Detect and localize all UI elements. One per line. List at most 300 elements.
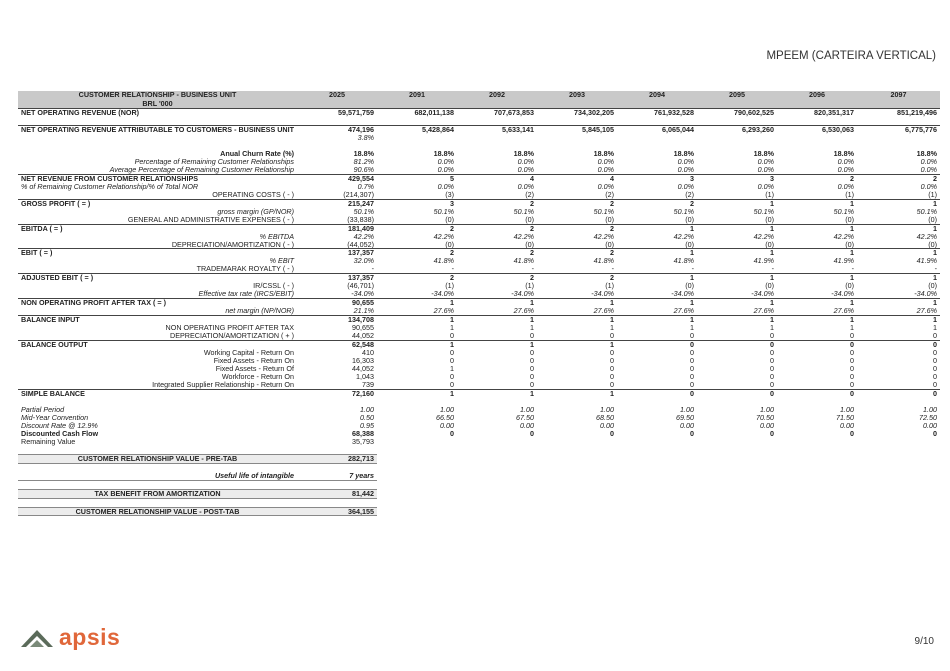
row-value bbox=[537, 446, 617, 454]
row-value: 0.0% bbox=[677, 165, 695, 174]
row-value: 0.0% bbox=[920, 165, 938, 174]
row-value: (0) bbox=[765, 240, 775, 249]
row-value: 50.1% bbox=[593, 207, 615, 216]
row-value: 134,708 bbox=[297, 316, 377, 324]
row-value bbox=[697, 398, 777, 406]
row-value: 0 bbox=[450, 429, 455, 438]
row-value bbox=[617, 117, 697, 125]
row-value: -34.0% bbox=[751, 290, 775, 299]
row-value bbox=[537, 438, 617, 446]
row-value: 1.00 bbox=[840, 405, 855, 414]
row-value: 18.8% bbox=[673, 149, 695, 158]
row-value: 71.50 bbox=[836, 413, 855, 422]
row-label bbox=[18, 398, 297, 406]
row-value: 0 bbox=[530, 429, 535, 438]
row-value bbox=[857, 438, 940, 446]
row-value: 72,160 bbox=[297, 389, 377, 397]
row-value: 181,409 bbox=[297, 224, 377, 232]
row-value: 68.50 bbox=[596, 413, 615, 422]
row-value: - bbox=[934, 265, 938, 274]
row-value: (0) bbox=[445, 215, 455, 224]
row-value: 41.8% bbox=[433, 257, 455, 266]
row-value bbox=[537, 142, 617, 150]
apsis-logo bbox=[20, 624, 120, 651]
row-value: 3 bbox=[377, 199, 457, 207]
row-value bbox=[377, 454, 457, 463]
table-body bbox=[18, 91, 940, 516]
table-row bbox=[18, 406, 940, 414]
row-value bbox=[617, 446, 697, 454]
row-value bbox=[697, 463, 777, 471]
row-value: 42.2% bbox=[593, 232, 615, 241]
row-value: (46,701) bbox=[347, 282, 375, 291]
row-value: 0 bbox=[933, 332, 938, 341]
row-value bbox=[457, 142, 537, 150]
row-value: (0) bbox=[928, 215, 938, 224]
row-value bbox=[857, 134, 940, 142]
row-value bbox=[857, 446, 940, 454]
row-value: 0 bbox=[770, 332, 775, 341]
row-value: 410 bbox=[362, 349, 375, 358]
row-label: TAX BENEFIT FROM AMORTIZATION bbox=[18, 489, 297, 498]
row-value: 1,043 bbox=[356, 373, 375, 381]
table-row bbox=[18, 299, 940, 307]
row-value: 5,633,141 bbox=[457, 125, 537, 133]
row-value: 27.6% bbox=[833, 307, 855, 316]
row-value: 0.95 bbox=[360, 421, 375, 430]
year-header: 2095 bbox=[697, 91, 777, 109]
row-value bbox=[857, 472, 940, 480]
table-row bbox=[18, 316, 940, 324]
row-value: (44,052) bbox=[347, 240, 375, 249]
row-value: 0 bbox=[777, 389, 857, 397]
row-value: 0 bbox=[450, 357, 455, 366]
table-row bbox=[18, 134, 940, 142]
row-value: 44,052 bbox=[352, 365, 375, 373]
row-value: - bbox=[851, 265, 855, 274]
row-value bbox=[857, 489, 940, 498]
row-value bbox=[617, 398, 697, 406]
row-value bbox=[297, 480, 377, 489]
row-value bbox=[377, 446, 457, 454]
table-row bbox=[18, 290, 940, 298]
row-value: 0 bbox=[610, 429, 615, 438]
row-value: 5 bbox=[377, 174, 457, 182]
row-value: 0 bbox=[690, 332, 695, 341]
row-value: 18.8% bbox=[753, 149, 775, 158]
row-value: 0 bbox=[850, 349, 855, 358]
row-value: 81.2% bbox=[353, 157, 375, 166]
row-value: (0) bbox=[685, 282, 695, 291]
row-value: 1 bbox=[457, 316, 537, 324]
header-unit-text: BRL '000 bbox=[142, 98, 173, 108]
row-label bbox=[18, 446, 297, 454]
row-value bbox=[697, 446, 777, 454]
row-value: 2 bbox=[457, 249, 537, 257]
row-value: 0.00 bbox=[440, 421, 455, 430]
table-row bbox=[18, 438, 940, 446]
row-value: 0.7% bbox=[357, 182, 375, 191]
row-value: 27.6% bbox=[513, 307, 535, 316]
row-value bbox=[617, 463, 697, 471]
row-label: net margin (NP/NOR) bbox=[225, 307, 295, 316]
row-value: -34.0% bbox=[831, 290, 855, 299]
row-value: 761,932,528 bbox=[617, 109, 697, 117]
row-value: 90,655 bbox=[352, 324, 375, 333]
row-label: Anual Churn Rate (%) bbox=[220, 149, 295, 158]
table-row bbox=[18, 381, 940, 389]
row-label: GENERAL AND ADMINISTRATIVE EXPENSES ( - ) bbox=[127, 215, 295, 224]
row-value bbox=[617, 438, 697, 446]
row-value: 734,302,205 bbox=[537, 109, 617, 117]
row-value bbox=[697, 438, 777, 446]
row-value: 1 bbox=[777, 299, 857, 307]
table-row bbox=[18, 414, 940, 422]
table-row bbox=[18, 349, 940, 357]
table-row bbox=[18, 454, 940, 463]
row-value bbox=[617, 142, 697, 150]
row-value: (0) bbox=[845, 282, 855, 291]
row-label: DEPRECIATION/AMORTIZATION ( + ) bbox=[170, 332, 295, 341]
row-label: BALANCE INPUT bbox=[18, 316, 297, 324]
row-value: 50.1% bbox=[833, 207, 855, 216]
row-value: 5,845,105 bbox=[537, 125, 617, 133]
row-label bbox=[18, 142, 297, 150]
page-title: MPEEM (CARTEIRA VERTICAL) bbox=[766, 50, 936, 62]
row-value: 2 bbox=[377, 224, 457, 232]
row-label: NON OPERATING PROFIT AFTER TAX ( = ) bbox=[18, 299, 297, 307]
table-row bbox=[18, 183, 940, 191]
row-value: 0.0% bbox=[517, 182, 535, 191]
row-value: (0) bbox=[685, 240, 695, 249]
row-value: 1 bbox=[610, 324, 615, 333]
row-value: 0.0% bbox=[837, 157, 855, 166]
row-value: 0 bbox=[770, 429, 775, 438]
row-label: Remaining Value bbox=[21, 437, 76, 446]
row-value: 1 bbox=[537, 316, 617, 324]
row-value: 2 bbox=[457, 224, 537, 232]
row-value: - bbox=[371, 265, 375, 274]
row-label: NET OPERATING REVENUE (NOR) bbox=[18, 109, 297, 117]
row-value: 0 bbox=[530, 373, 535, 381]
row-value: 2 bbox=[537, 224, 617, 232]
row-value: 42.2% bbox=[353, 232, 375, 241]
row-value: 1 bbox=[777, 316, 857, 324]
row-value: 3 bbox=[697, 174, 777, 182]
row-value: 0 bbox=[610, 380, 615, 389]
table-row bbox=[18, 216, 940, 224]
row-value: 50.1% bbox=[353, 207, 375, 216]
row-label: IR/CSSL ( - ) bbox=[253, 282, 295, 291]
row-label bbox=[18, 480, 297, 489]
row-value: - bbox=[611, 265, 615, 274]
row-value: - bbox=[771, 265, 775, 274]
row-value: 1 bbox=[777, 224, 857, 232]
row-value bbox=[377, 438, 457, 446]
row-value: 16,303 bbox=[352, 357, 375, 366]
row-value: (0) bbox=[845, 215, 855, 224]
row-value: (0) bbox=[605, 215, 615, 224]
row-value: 0 bbox=[450, 349, 455, 358]
row-value: 0 bbox=[933, 357, 938, 366]
row-value bbox=[377, 463, 457, 471]
row-value: 5,428,864 bbox=[377, 125, 457, 133]
row-value: 27.6% bbox=[673, 307, 695, 316]
row-value bbox=[457, 480, 537, 489]
row-value bbox=[697, 480, 777, 489]
row-value: 2 bbox=[537, 249, 617, 257]
table-row bbox=[18, 422, 940, 430]
row-value bbox=[457, 507, 537, 516]
row-value bbox=[777, 489, 857, 498]
year-header: 2092 bbox=[457, 91, 537, 109]
row-label: CUSTOMER RELATIONSHIP VALUE - POST-TAB bbox=[18, 507, 297, 516]
row-label: % EBIT bbox=[269, 257, 295, 266]
row-value bbox=[777, 134, 857, 142]
row-value: 2 bbox=[457, 274, 537, 282]
year-header: 2091 bbox=[377, 91, 457, 109]
row-value: 137,357 bbox=[297, 249, 377, 257]
row-value bbox=[857, 463, 940, 471]
row-value bbox=[697, 134, 777, 142]
row-value: 42.2% bbox=[916, 232, 938, 241]
row-value: 42.2% bbox=[833, 232, 855, 241]
row-value: 0.0% bbox=[757, 157, 775, 166]
row-value: 68,388 bbox=[352, 429, 375, 438]
year-header: 2096 bbox=[777, 91, 857, 109]
row-value bbox=[537, 507, 617, 516]
row-value bbox=[377, 507, 457, 516]
row-value bbox=[537, 472, 617, 480]
row-value bbox=[617, 498, 697, 507]
row-value: 1.00 bbox=[600, 405, 615, 414]
row-value bbox=[777, 463, 857, 471]
row-value bbox=[777, 117, 857, 125]
row-value: 1 bbox=[537, 389, 617, 397]
row-value bbox=[537, 463, 617, 471]
row-value: 18.8% bbox=[433, 149, 455, 158]
row-label: Fixed Assets - Return On bbox=[213, 357, 295, 366]
table-row bbox=[18, 257, 940, 265]
row-value: 1 bbox=[450, 324, 455, 333]
row-value: (33,838) bbox=[347, 215, 375, 224]
row-value: (0) bbox=[765, 215, 775, 224]
row-value: 62,548 bbox=[297, 341, 377, 349]
row-value: 27.6% bbox=[753, 307, 775, 316]
row-value: 41.8% bbox=[593, 257, 615, 266]
row-value bbox=[297, 398, 377, 406]
row-value: - bbox=[451, 265, 455, 274]
row-value: 0.00 bbox=[600, 421, 615, 430]
row-value: (1) bbox=[445, 282, 455, 291]
row-value: 1 bbox=[537, 299, 617, 307]
row-value bbox=[377, 117, 457, 125]
row-value bbox=[777, 142, 857, 150]
row-value: 0 bbox=[450, 373, 455, 381]
row-value: 18.8% bbox=[916, 149, 938, 158]
row-value: (3) bbox=[445, 190, 455, 199]
row-value: 0.00 bbox=[520, 421, 535, 430]
row-value: 1 bbox=[857, 274, 940, 282]
table-row bbox=[18, 109, 940, 117]
year-header: 2093 bbox=[537, 91, 617, 109]
row-value bbox=[377, 472, 457, 480]
row-value bbox=[457, 472, 537, 480]
row-value bbox=[457, 398, 537, 406]
row-value: 1 bbox=[457, 341, 537, 349]
row-label: GROSS PROFIT ( = ) bbox=[18, 199, 297, 207]
row-label: NET OPERATING REVENUE ATTRIBUTABLE TO CUSTOMERS - BUSINESS UNIT bbox=[18, 125, 297, 133]
row-value: 0.00 bbox=[923, 421, 938, 430]
row-value: 0.0% bbox=[920, 182, 938, 191]
row-value: 0 bbox=[933, 429, 938, 438]
row-value bbox=[377, 498, 457, 507]
row-label: NON OPERATING PROFIT AFTER TAX bbox=[165, 324, 295, 333]
row-value bbox=[537, 134, 617, 142]
row-value: 0.0% bbox=[757, 165, 775, 174]
row-value: (0) bbox=[605, 240, 615, 249]
table-row bbox=[18, 489, 940, 498]
row-value: (0) bbox=[445, 240, 455, 249]
row-value: 2 bbox=[537, 274, 617, 282]
table-row bbox=[18, 498, 940, 507]
row-value bbox=[377, 480, 457, 489]
row-label: Discount Rate @ 12.9% bbox=[21, 421, 98, 430]
row-value: 1 bbox=[617, 316, 697, 324]
row-value: 1.00 bbox=[360, 405, 375, 414]
row-value: 0 bbox=[530, 332, 535, 341]
row-value: 1 bbox=[697, 224, 777, 232]
row-value: 1 bbox=[857, 224, 940, 232]
row-value: 0 bbox=[850, 332, 855, 341]
row-value: -34.0% bbox=[591, 290, 615, 299]
row-label: ADJUSTED EBIT ( = ) bbox=[18, 274, 297, 282]
row-value bbox=[457, 498, 537, 507]
table-row bbox=[18, 158, 940, 166]
row-value: 1 bbox=[377, 341, 457, 349]
row-value: 1 bbox=[530, 324, 535, 333]
row-value: (1) bbox=[765, 190, 775, 199]
row-value: 820,351,317 bbox=[777, 109, 857, 117]
row-value: 70.50 bbox=[756, 413, 775, 422]
row-label: Discounted Cash Flow bbox=[21, 429, 99, 438]
row-value bbox=[857, 398, 940, 406]
row-value: 2 bbox=[777, 174, 857, 182]
row-value: 0.0% bbox=[757, 182, 775, 191]
row-value bbox=[857, 454, 940, 463]
header-row bbox=[18, 91, 940, 109]
row-value bbox=[457, 117, 537, 125]
logo-wordmark: apsis bbox=[59, 624, 121, 650]
row-label: Average Percentage of Remaining Customer Relationship bbox=[109, 165, 295, 174]
row-value: 0 bbox=[770, 380, 775, 389]
row-value bbox=[777, 480, 857, 489]
row-value: 0.00 bbox=[680, 421, 695, 430]
table-row bbox=[18, 191, 940, 199]
row-value: 42.2% bbox=[433, 232, 455, 241]
row-value bbox=[857, 480, 940, 489]
row-value bbox=[697, 117, 777, 125]
row-value: 0 bbox=[690, 349, 695, 358]
row-value: 0.0% bbox=[837, 165, 855, 174]
row-value bbox=[777, 507, 857, 516]
row-value bbox=[377, 134, 457, 142]
row-value: 0 bbox=[610, 349, 615, 358]
row-value: 851,219,496 bbox=[857, 109, 940, 117]
row-value: 35,793 bbox=[352, 437, 375, 446]
row-value: 0 bbox=[850, 429, 855, 438]
row-value: 2 bbox=[857, 174, 940, 182]
table-row bbox=[18, 357, 940, 365]
table-row bbox=[18, 282, 940, 290]
row-value: 1 bbox=[450, 365, 455, 373]
row-value: 69.50 bbox=[676, 413, 695, 422]
row-value: 474,196 bbox=[297, 125, 377, 133]
year-header: 2025 bbox=[297, 91, 377, 109]
row-value: 0 bbox=[933, 365, 938, 373]
row-value: (2) bbox=[525, 190, 535, 199]
row-value: 59,571,759 bbox=[297, 109, 377, 117]
row-value: 0 bbox=[530, 365, 535, 373]
year-header: 2097 bbox=[857, 91, 940, 109]
row-label: NET REVENUE FROM CUSTOMER RELATIONSHIPS bbox=[18, 174, 297, 182]
row-value bbox=[697, 498, 777, 507]
row-value: 4 bbox=[537, 174, 617, 182]
row-value bbox=[857, 507, 940, 516]
row-value bbox=[617, 507, 697, 516]
row-value bbox=[697, 454, 777, 463]
row-label: Percentage of Remaining Customer Relationships bbox=[134, 157, 295, 166]
row-value bbox=[777, 446, 857, 454]
row-value: 0 bbox=[697, 341, 777, 349]
row-value: 0 bbox=[610, 373, 615, 381]
row-value: 90,655 bbox=[297, 299, 377, 307]
row-value bbox=[777, 472, 857, 480]
row-value: 1 bbox=[617, 224, 697, 232]
row-value: 2 bbox=[537, 199, 617, 207]
row-value: 0.0% bbox=[597, 182, 615, 191]
row-value bbox=[777, 398, 857, 406]
row-value: 2 bbox=[457, 199, 537, 207]
row-value: 0 bbox=[610, 332, 615, 341]
row-value bbox=[537, 480, 617, 489]
row-value: 1 bbox=[617, 249, 697, 257]
row-value: 18.8% bbox=[833, 149, 855, 158]
table-row bbox=[18, 307, 940, 315]
row-value bbox=[457, 454, 537, 463]
table-row bbox=[18, 249, 940, 257]
row-value bbox=[697, 142, 777, 150]
row-value: 1 bbox=[697, 274, 777, 282]
row-value: 1.00 bbox=[760, 405, 775, 414]
row-value: 0.0% bbox=[437, 157, 455, 166]
row-value bbox=[857, 142, 940, 150]
row-label: CUSTOMER RELATIONSHIP VALUE - PRE-TAB bbox=[18, 454, 297, 463]
table-row bbox=[18, 117, 940, 125]
row-value: 0 bbox=[530, 380, 535, 389]
row-value: (0) bbox=[685, 215, 695, 224]
row-value: 0 bbox=[770, 373, 775, 381]
row-label bbox=[18, 463, 297, 471]
row-value: 137,357 bbox=[297, 274, 377, 282]
header-title-text: CUSTOMER RELATIONSHIP - BUSINESS UNIT bbox=[78, 91, 237, 99]
row-value: 41.9% bbox=[916, 257, 938, 266]
row-value: 0 bbox=[690, 429, 695, 438]
row-label: TRADEMARAK ROYALTY ( - ) bbox=[196, 265, 295, 274]
row-label: OPERATING COSTS ( - ) bbox=[212, 190, 295, 199]
row-value: (214,307) bbox=[343, 190, 375, 199]
row-value: 6,530,063 bbox=[777, 125, 857, 133]
